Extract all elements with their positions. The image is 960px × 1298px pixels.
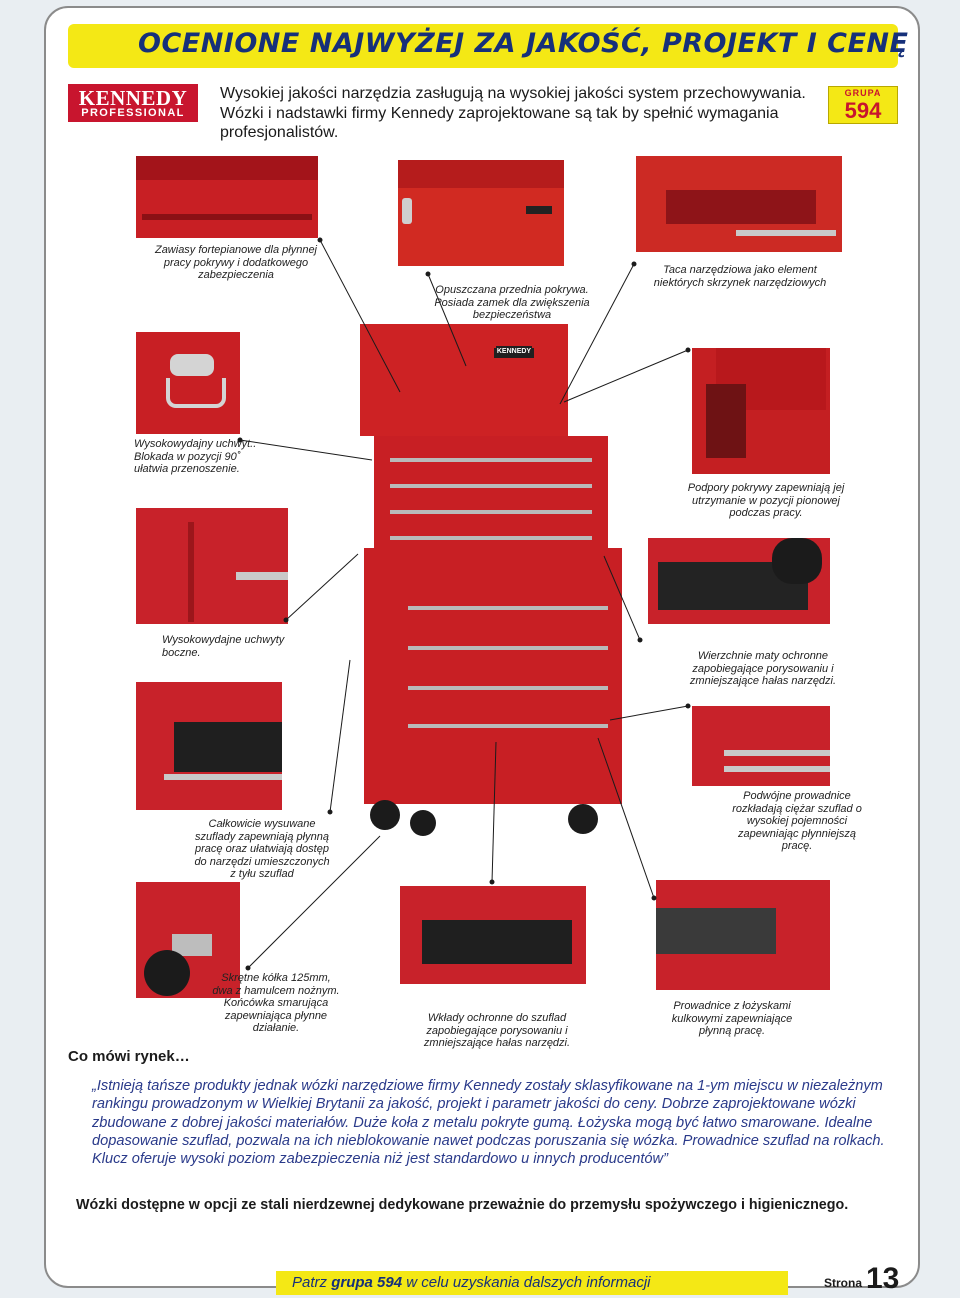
leader-tool-tray-dot [632,262,637,267]
logo-wordmark: KENNEDY [78,86,188,110]
caption-double-slides: Podwójne prowadnice rozkładają ciężar szuflad o wysokiej pojemności zapewniając płynniejszą pracę. [732,790,862,852]
leader-full-extension-dot [328,810,333,815]
caption-hinges: Zawiasy fortepianowe dla płynnej pracy pokrywy i dodatkowego zabezpieczenia [154,244,318,281]
footer-banner [276,1271,788,1295]
leader-drawer-liners [492,742,496,882]
caption-tool-tray: Taca narzędziowa jako element niektórych skrzynek narzędziowych [653,264,827,289]
caption-drawer-liners: Wkłady ochronne do szuflad zapobiegające porysowaniu i zmniejszające hałas narzędzi. [423,1012,571,1049]
leader-hinges [320,240,400,392]
footer-text [292,1274,651,1291]
caption-castors: Skrętne kółka 125mm, dwa z hamulcem nożnym. Końcówka smarująca zapewniająca płynne działanie. [212,972,340,1034]
footer-prefix: Patrz [292,1274,328,1291]
caption-lid-supports: Podpory pokrywy zapewniają jej utrzymanie w pozycji pionowej podczas pracy. [687,482,845,519]
page-title: OCENIONE NAJWYŻEJ ZA JAKOŚĆ, PROJEKT I CENĘ [138,28,909,59]
market-heading: Co mówi rynek… [68,1048,190,1065]
footer-suffix: w celu uzyskania dalszych informacji [406,1274,651,1291]
caption-front-cover: Opuszczana przednia pokrywa. Posiada zamek dla zwiększenia bezpieczeństwa [434,284,590,321]
leader-side-handles [286,554,358,620]
caption-full-extension: Całkowicie wysuwane szuflady zapewniają płynną pracę oraz ułatwiają dostęp do narzędzi umieszczonych z tyłu szuflad [194,818,330,880]
market-quote: „Istnieją tańsze produkty jednak wózki narzędziowe firmy Kennedy zostały sklasyfikowane na 1-ym miejscu w niezależnym rankingu prowadzonym w Wielkiej Brytanii za jakość, projekt i parametr jakości do ceny. Dobrze zaprojektowane wózki zbudowane z dobrej jakości materiałów. Duże koła z metalu pokryte gumą. Łożyska mogą być łatwo smarowane. Idealne dopasowanie szuflad, pozwala na ich nieblokowanie nawet podczas poruszania się wózka. Prowadnice szuflad na rolkach. Klucz oferuje wysoki poziom zabezpieczenia niż jest standardowo u innych producentów” [92,1078,885,1168]
leader-castors-dot [246,966,251,971]
footer-group-word: grupa [331,1274,373,1291]
leader-lid-supports-dot [686,348,691,353]
page-number: 13 [866,1262,900,1295]
leader-double-slides [610,706,688,720]
leader-side-handles-dot [284,618,289,623]
footer-group-number: 594 [377,1274,403,1291]
page-label: Strona [824,1276,863,1290]
leader-top-mats-dot [638,638,643,643]
leader-top-mats [604,556,640,640]
intro-text: Wysokiej jakości narzędzia zasługują na wysokiej jakości system przechowywania. Wózki i nadstawki firmy Kennedy zaprojektowane są tak by spełnić wymagania profesjonalistów. [220,85,806,141]
leader-lid-supports [564,350,688,402]
leader-double-slides-dot [686,704,691,709]
group-badge-number: 594 [844,98,882,123]
cabinet-label: KENNEDY [496,346,532,358]
leader-hinges-dot [318,238,323,243]
caption-handle: Wysokowydajny uchwyt.. Blokada w pozycji 90˚ ułatwia przenoszenie. [134,438,257,475]
caption-side-handles: Wysokowydajne uchwyty boczne. [162,634,285,659]
leader-ball-slides [598,738,654,898]
leader-drawer-liners-dot [490,880,495,885]
leader-front-cover-dot [426,272,431,277]
availability-note: Wózki dostępne w opcji ze stali nierdzewnej dedykowane przeważnie do przemysłu spożywczego i higienicznego. [76,1197,849,1213]
leader-full-extension [330,660,350,812]
logo-subtitle: PROFESSIONAL [81,107,185,119]
caption-top-mats: Wierzchnie maty ochronne zapobiegające porysowaniu i zmniejszające hałas narzędzi. [689,650,837,687]
group-badge-label: GRUPA [844,88,882,98]
caption-ball-slides: Prowadnice z łożyskami kulkowymi zapewniające płynną pracę. [671,1000,793,1037]
leader-ball-slides-dot [652,896,657,901]
